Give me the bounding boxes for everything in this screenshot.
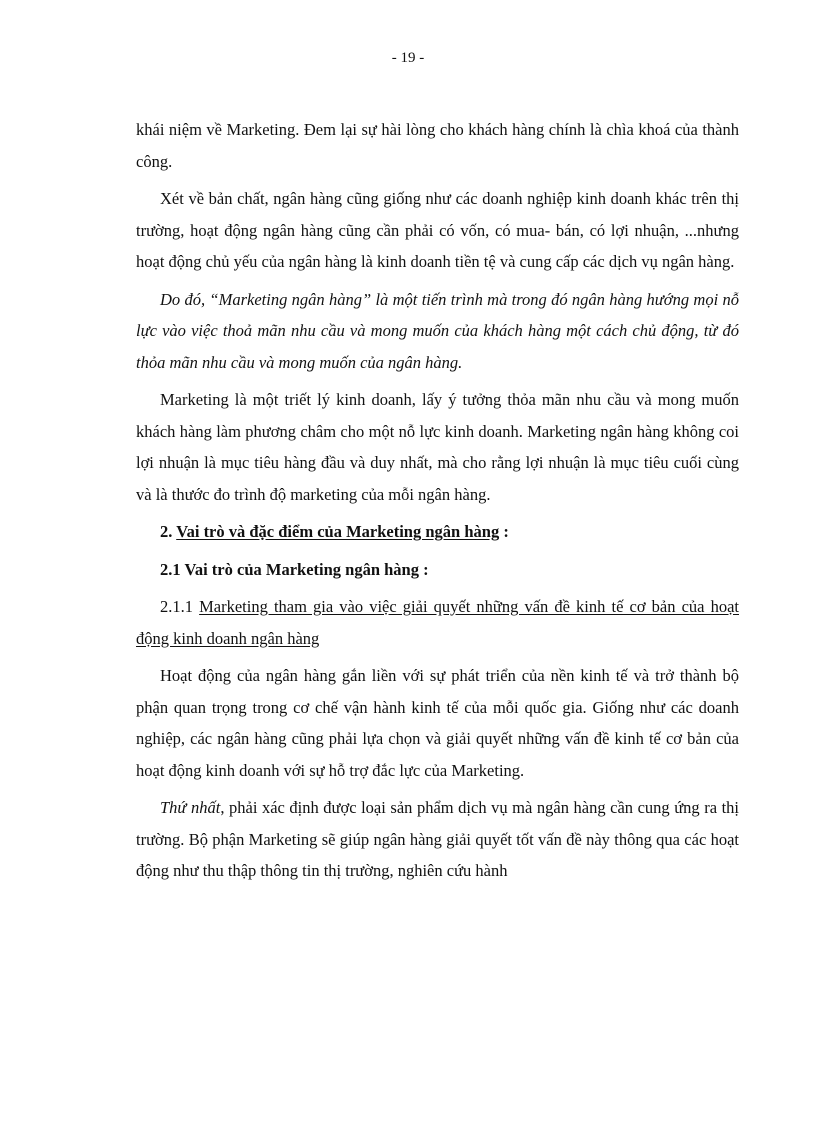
section-heading-2-1-1-number: 2.1.1 <box>160 597 200 616</box>
section-heading-2-1-1 <box>136 591 739 654</box>
page-number: - 19 - <box>391 50 425 66</box>
page-body <box>136 114 739 887</box>
paragraph-bank-nature: Xét về bản chất, ngân hàng cũng giống như các doanh nghiệp kinh doanh khác trên thị trường, hoạt động ngân hàng cũng cần phải có vốn, có mua- bán, có lợi nhuận, ...nhưng hoạt động chủ yếu của ngân hàng là kinh doanh tiền tệ và cung cấp các dịch vụ ngân hàng. <box>136 189 739 271</box>
section-heading-2-colon: : <box>499 522 509 541</box>
section-heading-2 <box>136 516 739 548</box>
section-heading-2-1-1-title: Marketing tham gia vào việc giải quyết những vấn đề kinh tế cơ bản của hoạt động kinh doanh ngân hàng <box>136 597 739 648</box>
paragraph-intro-continuation: khái niệm về Marketing. Đem lại sự hài lòng cho khách hàng chính là chìa khoá của thành công. <box>136 120 739 171</box>
paragraph-marketing-philosophy: Marketing là một triết lý kinh doanh, lấy ý tưởng thỏa mãn nhu cầu và mong muốn khách hàng làm phương châm cho một nỗ lực kinh doanh. Marketing ngân hàng không coi lợi nhuận là mục tiêu hàng đầu và duy nhất, mà cho rằng lợi nhuận là mục tiêu cuối cùng và là thước đo trình độ marketing của mỗi ngân hàng. <box>136 390 739 504</box>
first-point-text: , phải xác định được loại sản phẩm dịch vụ mà ngân hàng cần cung ứng ra thị trường. Bộ phận Marketing sẽ giúp ngân hàng giải quyết tốt vấn đề này thông qua các hoạt động như thu thập thông tin thị trường, nghiên cứu hành <box>136 798 740 880</box>
section-heading-2-number: 2. <box>160 522 177 541</box>
paragraph-bank-marketing-definition: Do đó, “Marketing ngân hàng” là một tiến trình mà trong đó ngân hàng hướng mọi nỗ lực vào việc thoả mãn nhu cầu và mong muốn của khách hàng một cách chủ động, từ đó thỏa mãn nhu cầu và mong muốn của ngân hàng. <box>136 289 739 372</box>
section-heading-2-1: 2.1 Vai trò của Marketing ngân hàng : <box>160 559 429 579</box>
paragraph-first-point <box>136 792 739 887</box>
paragraph-bank-economy: Hoạt động của ngân hàng gắn liền với sự phát triển của nền kinh tế và trở thành bộ phận quan trọng trong cơ chế vận hành kinh tế của mỗi quốc gia. Giống như các doanh nghiệp, các ngân hàng cũng phải lựa chọn và giải quyết những vấn đề kinh tế cơ bản của hoạt động kinh doanh với sự hỗ trợ đắc lực của Marketing. <box>136 666 739 780</box>
section-heading-2-title: Vai trò và đặc điểm của Marketing ngân hàng <box>176 522 500 541</box>
first-point-label: Thứ nhất <box>160 798 221 817</box>
